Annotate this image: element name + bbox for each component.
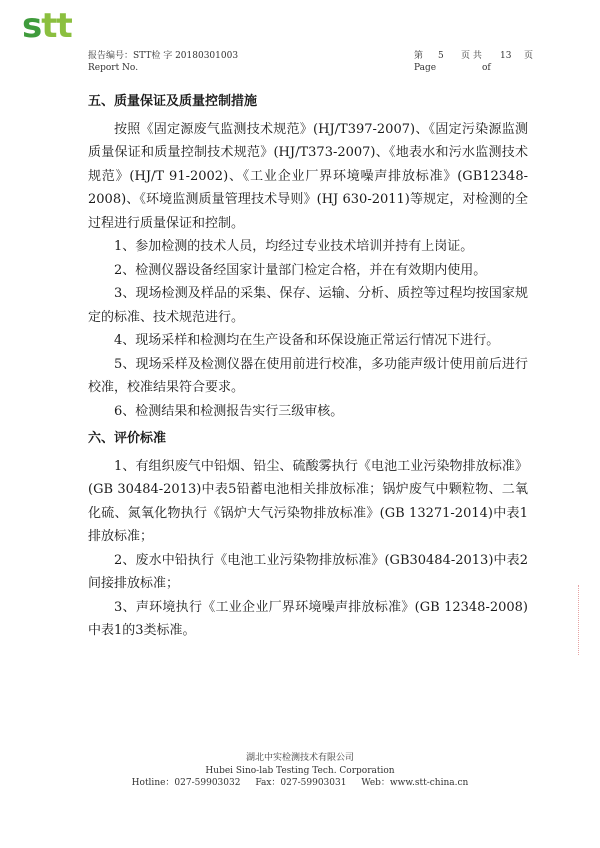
logo-letter-s: s bbox=[22, 6, 42, 46]
section-5-item-2: 2、检测仪器设备经国家计量部门检定合格，并在有效期内使用。 bbox=[114, 262, 487, 278]
page-footer bbox=[0, 752, 600, 790]
report-no-label-en: Report No. bbox=[88, 63, 139, 73]
page-number: 5 bbox=[438, 51, 444, 61]
footer-company-cn: 湖北中实检测技术有限公司 bbox=[245, 753, 354, 763]
page-label-cn3: 页 bbox=[524, 51, 534, 61]
section-6-item-2: 2、废水中铅执行《电池工业污染物排放标准》(GB30484-2013)中表2间接排放标准； bbox=[88, 552, 528, 591]
page-seal-edge bbox=[578, 585, 585, 655]
section-5-item-4: 4、现场采样和检测均在生产设备和环保设施正常运行情况下进行。 bbox=[114, 333, 500, 348]
page-label-en: Page bbox=[414, 63, 437, 73]
company-logo bbox=[22, 6, 72, 46]
section-5-item-6: 6、检测结果和检测报告实行三级审核。 bbox=[114, 403, 344, 419]
of-label-en: of bbox=[482, 63, 491, 73]
footer-fax: Fax：027-59903031 bbox=[255, 778, 347, 788]
document-body bbox=[88, 90, 528, 643]
section-6-item-1: 1、有组织废气中铅烟、铅尘、硫酸雾执行《电池工业污染物排放标准》(GB 30484-2013)中表5铅蓄电池相关排放标准；锅炉废气中颗粒物、二氧化硫、氮氧化物执行《锅炉大气污染物排放标准》(GB 13271-2014)中表1排放标准； bbox=[88, 458, 528, 544]
report-no-label: 报告编号： bbox=[88, 51, 134, 61]
section-5-item-3: 3、现场检测及样品的采集、保存、运输、分析、质控等过程均按国家规定的标准、技术规范进行。 bbox=[88, 286, 528, 325]
page-total: 13 bbox=[500, 51, 512, 61]
section-6-heading: 六、评价标准 bbox=[88, 431, 167, 446]
page-label-cn2: 页 共 bbox=[461, 51, 482, 61]
report-no-value: STT检 字 20180301003 bbox=[133, 51, 239, 61]
logo-letters-tt: tt bbox=[41, 6, 72, 46]
footer-company-en: Hubei Sino-lab Testing Tech. Corporation bbox=[205, 765, 395, 776]
section-5-item-1: 1、参加检测的技术人员，均经过专业技术培训并持有上岗证。 bbox=[114, 239, 474, 254]
section-5-heading: 五、质量保证及质量控制措施 bbox=[88, 94, 258, 109]
footer-contact bbox=[0, 777, 600, 790]
page-label-cn: 第 bbox=[414, 51, 424, 61]
footer-hotline: Hotline：027-59903032 bbox=[131, 778, 241, 788]
section-5-item-5: 5、现场采样及检测仪器在使用前进行校准，多功能声级计使用前后进行校准，校准结果符合要求。 bbox=[88, 356, 528, 395]
section-6-item-3: 3、声环境执行《工业企业厂界环境噪声排放标准》(GB 12348-2008)中表1的3类标准。 bbox=[88, 599, 528, 638]
report-no-cn bbox=[88, 50, 238, 62]
section-5-intro: 按照《固定源废气监测技术规范》(HJ/T397-2007)、《固定污染源监测质量保证和质量控制技术规范》(HJ/T373-2007)、《地表水和污水监测技术规范》(HJ/T 91-2002)、《工业企业厂界环境噪声排放标准》(GB12348-2008)、《环境监测质量管理技术导则》(HJ 630-2011)等规定，对检测的全过程进行质量保证和控制。 bbox=[88, 121, 528, 231]
footer-web: Web：www.stt-china.cn bbox=[361, 778, 469, 788]
